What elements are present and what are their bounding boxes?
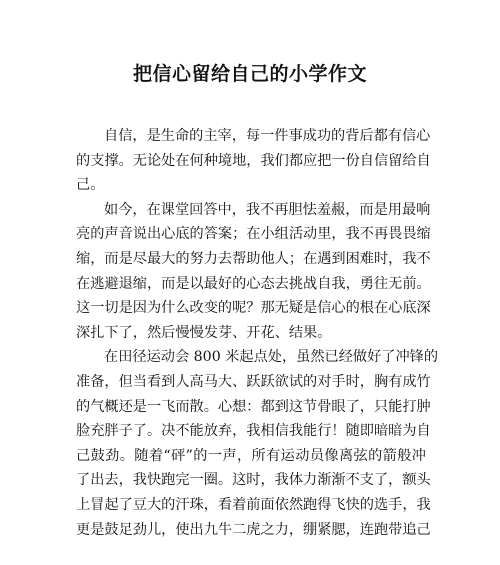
- text-line: 亮的声音说出心底的答案；在小组活动里，我不再畏畏缩: [76, 226, 431, 243]
- text-line: 了出去，我快跑完一圈。这时，我体力渐渐不支了，额头: [76, 472, 431, 489]
- paragraph: [76, 345, 439, 542]
- text-line: 准备，但当看到人高马大、跃跃欲试的对手时，胸有成竹: [76, 373, 431, 390]
- text-line: 缩，而是尽最大的努力去帮助他人；在遇到困难时，我不: [76, 250, 431, 267]
- text-line: 脸充胖子了。决不能放弃，我相信我能行！随即暗暗为自: [76, 423, 431, 440]
- document-body: [76, 124, 439, 542]
- text-line: 己。: [76, 177, 105, 194]
- text-line: 的气概还是一飞而散。心想：都到这节骨眼了，只能打肿: [76, 398, 431, 415]
- text-line: 如今，在课堂回答中，我不再胆怯羞赧，而是用最响: [104, 201, 431, 218]
- text-line: 深扎下了，然后慢慢发芽、开花、结果。: [76, 324, 332, 341]
- text-line: 这一切是因为什么改变的呢？那无疑是信心的根在心底深: [76, 300, 431, 317]
- text-line: 在逃避退缩，而是以最好的心态去挑战自我，勇往无前。: [76, 275, 431, 292]
- text-line: 己鼓劲。随着“砰”的一声，所有运动员像离弦的箭般冲: [76, 447, 426, 464]
- text-line: 的支撑。无论处在何种境地，我们都应把一份自信留给自: [76, 152, 431, 169]
- text-line: 自信，是生命的主宰，每一件事成功的背后都有信心: [104, 128, 431, 144]
- text-line: 上冒起了豆大的汗珠，看着前面依然跑得飞快的选手，我: [76, 496, 431, 513]
- text-line: 更是鼓足劲儿，使出九牛二虎之力，绷紧腮，连跑带追己: [76, 521, 431, 538]
- text-line: 在田径运动会 800 米起点处，虽然已经做好了冲锋的: [104, 349, 439, 366]
- paragraph: [76, 124, 431, 198]
- document-title: 把信心留给自己的小学作文: [132, 63, 367, 85]
- paragraph: [76, 198, 431, 346]
